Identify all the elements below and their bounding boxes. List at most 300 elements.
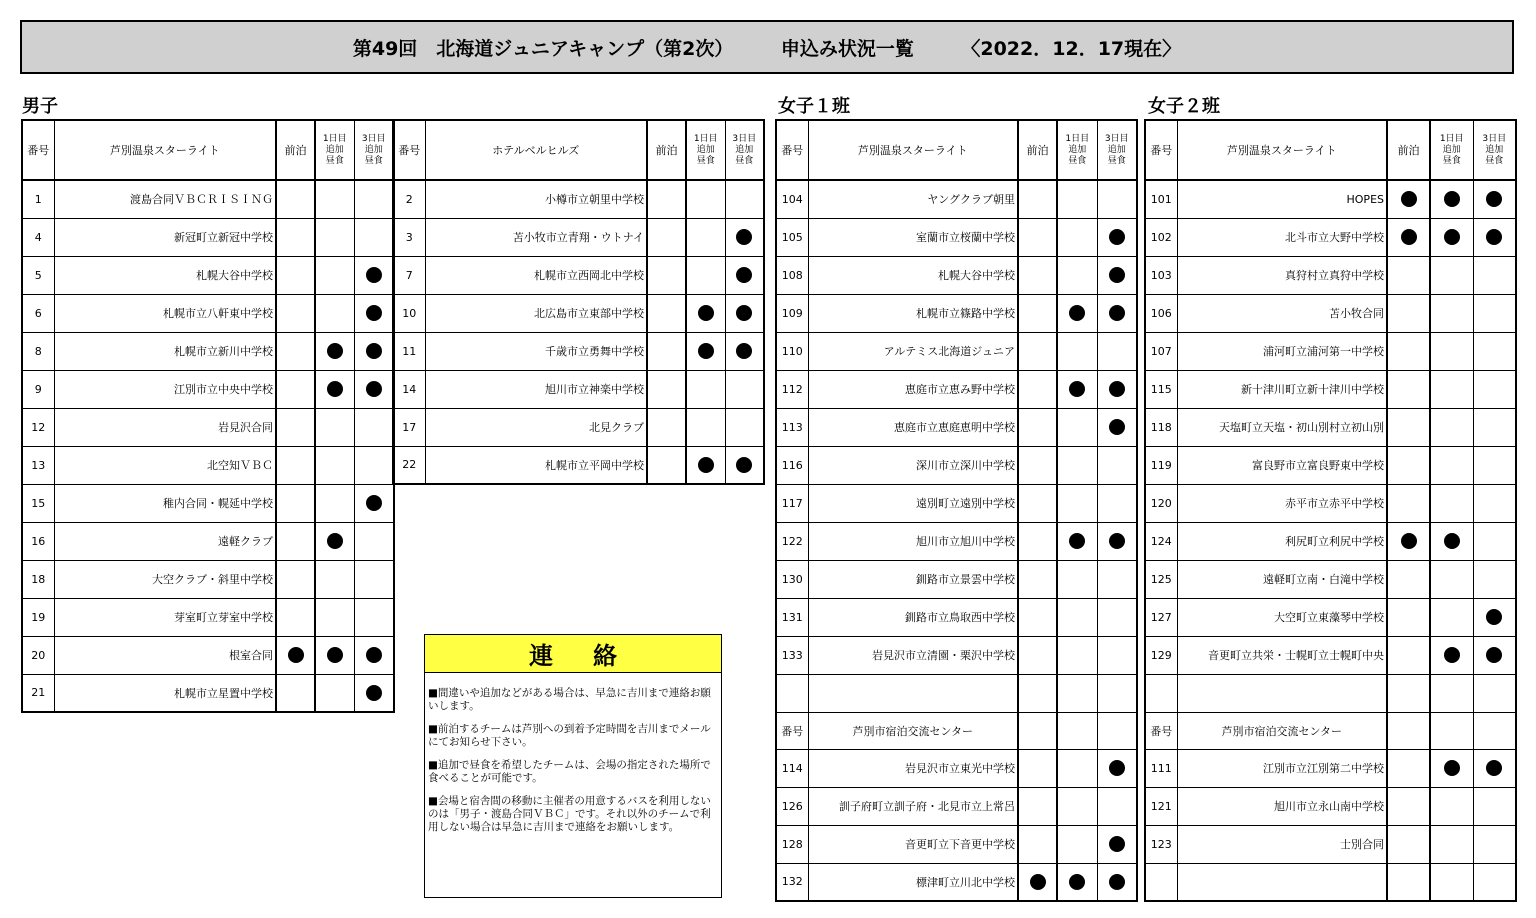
- notice-paragraph: ■前泊するチームは芦別への到着予定時間を吉川までメールにてお知らせ下さい。: [428, 723, 711, 748]
- mark-d3: [1473, 180, 1516, 218]
- team-name: 遠軽町立南・白滝中学校: [1177, 560, 1387, 598]
- team-name: 旭川市立神楽中学校: [425, 370, 647, 408]
- mark-d3: [725, 218, 764, 256]
- mark-d1: [315, 484, 354, 522]
- header-day1-lunch: 1日目 追加 昼食: [1430, 120, 1473, 180]
- row-number: 20: [22, 636, 54, 674]
- mark-d3: [1473, 674, 1516, 712]
- mark-d3: [725, 446, 764, 484]
- team-name: 根室合同: [54, 636, 276, 674]
- table-row: [22, 446, 394, 484]
- mark-pre: [1387, 598, 1430, 636]
- table-row: [22, 522, 394, 560]
- mark-pre: [1018, 256, 1057, 294]
- mark-d1: [686, 446, 725, 484]
- header-pre-stay: 前泊: [647, 120, 686, 180]
- table-row: [776, 560, 1137, 598]
- team-name: 札幌市立星置中学校: [54, 674, 276, 712]
- mark-pre: [1018, 180, 1057, 218]
- mark-d1: [1057, 598, 1097, 636]
- team-name: 苫小牧市立青翔・ウトナイ: [425, 218, 647, 256]
- mark-d1: [1057, 522, 1097, 560]
- filled-circle-mark: [1401, 533, 1417, 549]
- row-number: 3: [393, 218, 425, 256]
- header-pre-stay: 前泊: [1387, 120, 1430, 180]
- row-number: 116: [776, 446, 808, 484]
- filled-circle-mark: [1486, 191, 1502, 207]
- team-name: 北斗市立大野中学校: [1177, 218, 1387, 256]
- notice-paragraph: ■追加で昼食を希望したチームは、会場の指定された場所で食べることが可能です。: [428, 759, 711, 784]
- row-number: 103: [1145, 256, 1177, 294]
- mark-d3: [354, 674, 394, 712]
- table-header-row: [776, 120, 1137, 180]
- filled-circle-mark: [366, 343, 382, 359]
- filled-circle-mark: [1069, 874, 1085, 890]
- mark-pre: [1018, 332, 1057, 370]
- team-name: 釧路市立鳥取西中学校: [808, 598, 1018, 636]
- mark-d3: [1473, 294, 1516, 332]
- mark-pre: [1387, 180, 1430, 218]
- mark-pre: [647, 408, 686, 446]
- row-number: 16: [22, 522, 54, 560]
- filled-circle-mark: [1030, 874, 1046, 890]
- table-row: [22, 180, 394, 218]
- mark-d1: [1057, 749, 1097, 787]
- filled-circle-mark: [1109, 229, 1125, 245]
- header-venue: 芦別温泉スターライト: [1177, 120, 1387, 180]
- row-number: 9: [22, 370, 54, 408]
- team-name: 富良野市立富良野東中学校: [1177, 446, 1387, 484]
- row-number: 4: [22, 218, 54, 256]
- page-title-banner: 第49回 北海道ジュニアキャンプ（第2次） 申込み状況一覧 〈2022．12．17現在〉: [20, 20, 1514, 74]
- team-name: 苫小牧合同: [1177, 294, 1387, 332]
- mark-d1: [1430, 674, 1473, 712]
- table-row: [393, 408, 764, 446]
- table-row: [22, 598, 394, 636]
- filled-circle-mark: [327, 343, 343, 359]
- header-number: 番号: [776, 712, 808, 749]
- team-name: 岩見沢市立清園・栗沢中学校: [808, 636, 1018, 674]
- mark-d1: [315, 522, 354, 560]
- table-row: [22, 674, 394, 712]
- team-name: ヤングクラブ朝里: [808, 180, 1018, 218]
- mark-d3: [1097, 446, 1137, 484]
- team-name: [1177, 863, 1387, 901]
- header-day3-lunch: [1097, 712, 1137, 749]
- mark-d3: [1473, 598, 1516, 636]
- mark-d3: [1097, 522, 1137, 560]
- mark-d3: [354, 256, 394, 294]
- team-name: 北見クラブ: [425, 408, 647, 446]
- team-name: 天塩町立天塩・初山別村立初山別: [1177, 408, 1387, 446]
- team-name: 渡島合同ＶＢＣＲＩＳＩＮＧ: [54, 180, 276, 218]
- mark-pre: [1018, 218, 1057, 256]
- mark-d1: [1430, 560, 1473, 598]
- mark-d3: [725, 332, 764, 370]
- mark-pre: [1387, 446, 1430, 484]
- mark-d3: [725, 294, 764, 332]
- table-row: [776, 218, 1137, 256]
- team-name: 札幌市立新川中学校: [54, 332, 276, 370]
- mark-d1: [315, 180, 354, 218]
- header-number: 番号: [393, 120, 425, 180]
- table-row: [1145, 484, 1516, 522]
- filled-circle-mark: [366, 267, 382, 283]
- row-number: 127: [1145, 598, 1177, 636]
- mark-d1: [315, 446, 354, 484]
- mark-d3: [1097, 332, 1137, 370]
- table-row: [1145, 674, 1516, 712]
- mark-d1: [315, 294, 354, 332]
- row-number: [776, 674, 808, 712]
- filled-circle-mark: [288, 647, 304, 663]
- team-name: 訓子府町立訓子府・北見市立上常呂: [808, 787, 1018, 825]
- filled-circle-mark: [1109, 533, 1125, 549]
- team-name: 新冠町立新冠中学校: [54, 218, 276, 256]
- mark-d3: [354, 218, 394, 256]
- mark-d1: [315, 408, 354, 446]
- mark-d1: [1430, 749, 1473, 787]
- row-number: 108: [776, 256, 808, 294]
- table-header-row: [393, 120, 764, 180]
- team-name: 北空知ＶＢＣ: [54, 446, 276, 484]
- mark-d1: [1430, 484, 1473, 522]
- table-row: [776, 484, 1137, 522]
- team-name: 音更町立共栄・士幌町立士幌町中央: [1177, 636, 1387, 674]
- girls1-table: [775, 119, 1138, 902]
- mark-d1: [686, 370, 725, 408]
- table-row: [393, 256, 764, 294]
- mark-d1: [1430, 522, 1473, 560]
- filled-circle-mark: [1444, 229, 1460, 245]
- mark-pre: [276, 484, 315, 522]
- mark-d1: [315, 674, 354, 712]
- table-row: [1145, 636, 1516, 674]
- team-name: 千歳市立勇舞中学校: [425, 332, 647, 370]
- row-number: 7: [393, 256, 425, 294]
- mark-d1: [1057, 408, 1097, 446]
- row-number: 123: [1145, 825, 1177, 863]
- mark-pre: [1387, 332, 1430, 370]
- mark-pre: [276, 218, 315, 256]
- mark-d3: [725, 256, 764, 294]
- header-pre-stay: 前泊: [1018, 120, 1057, 180]
- row-number: 2: [393, 180, 425, 218]
- mark-d3: [354, 560, 394, 598]
- mark-d1: [1057, 446, 1097, 484]
- row-number: 126: [776, 787, 808, 825]
- row-number: 12: [22, 408, 54, 446]
- mark-d1: [1430, 218, 1473, 256]
- mark-d3: [1473, 787, 1516, 825]
- team-name: 札幌市立八軒東中学校: [54, 294, 276, 332]
- girls2-table: [1144, 119, 1517, 902]
- mark-d3: [1473, 408, 1516, 446]
- filled-circle-mark: [1109, 305, 1125, 321]
- table-row: [776, 522, 1137, 560]
- notice-paragraph: ■会場と宿舎間の移動に主催者の用意するバスを利用しないのは「男子・渡島合同ＶＢＣ」です。それ以外のチームで利用しない場合は早急に吉川まで連絡をお願いします。: [428, 795, 711, 833]
- row-number: 15: [22, 484, 54, 522]
- table-row: [393, 218, 764, 256]
- row-number: 133: [776, 636, 808, 674]
- mark-pre: [647, 180, 686, 218]
- table-header-row: [22, 120, 394, 180]
- mark-d1: [1430, 408, 1473, 446]
- filled-circle-mark: [698, 305, 714, 321]
- header-day3-lunch: 3日目 追加 昼食: [354, 120, 394, 180]
- mark-pre: [1018, 408, 1057, 446]
- mark-pre: [276, 256, 315, 294]
- filled-circle-mark: [698, 457, 714, 473]
- section-label-girls1: 女子１班: [778, 96, 850, 117]
- header-day3-lunch: 3日目 追加 昼食: [725, 120, 764, 180]
- table-row: [1145, 446, 1516, 484]
- mark-d3: [1473, 256, 1516, 294]
- table-row: [393, 294, 764, 332]
- mark-d1: [1057, 825, 1097, 863]
- team-name: HOPES: [1177, 180, 1387, 218]
- notice-body: [425, 673, 721, 834]
- row-number: 8: [22, 332, 54, 370]
- team-name: 恵庭市立恵庭恵明中学校: [808, 408, 1018, 446]
- boys-table-starlight: [21, 119, 395, 713]
- mark-d3: [1473, 749, 1516, 787]
- filled-circle-mark: [1444, 191, 1460, 207]
- mark-d1: [1430, 370, 1473, 408]
- row-number: 101: [1145, 180, 1177, 218]
- mark-pre: [1018, 787, 1057, 825]
- team-name: 稚内合同・幌延中学校: [54, 484, 276, 522]
- notice-box: [424, 634, 722, 898]
- header-day3-lunch: 3日目 追加 昼食: [1473, 120, 1516, 180]
- row-number: 114: [776, 749, 808, 787]
- table-row: [776, 180, 1137, 218]
- header-day1-lunch: [1057, 712, 1097, 749]
- mark-d1: [315, 332, 354, 370]
- filled-circle-mark: [1444, 533, 1460, 549]
- table-row: [1145, 332, 1516, 370]
- row-number: 130: [776, 560, 808, 598]
- mark-d1: [315, 218, 354, 256]
- table-row: [1145, 256, 1516, 294]
- table-row: [22, 218, 394, 256]
- mark-d1: [1057, 218, 1097, 256]
- mark-d3: [1097, 863, 1137, 901]
- filled-circle-mark: [1069, 381, 1085, 397]
- row-number: 111: [1145, 749, 1177, 787]
- table-row: [1145, 370, 1516, 408]
- mark-d3: [1473, 522, 1516, 560]
- header-day1-lunch: 1日目 追加 昼食: [1057, 120, 1097, 180]
- team-name: 遠別町立遠別中学校: [808, 484, 1018, 522]
- row-number: 17: [393, 408, 425, 446]
- filled-circle-mark: [327, 533, 343, 549]
- row-number: 132: [776, 863, 808, 901]
- team-name: 室蘭市立桜蘭中学校: [808, 218, 1018, 256]
- row-number: 18: [22, 560, 54, 598]
- mark-d3: [1097, 218, 1137, 256]
- table-row: [22, 560, 394, 598]
- mark-d3: [1097, 484, 1137, 522]
- mark-pre: [1387, 636, 1430, 674]
- row-number: 112: [776, 370, 808, 408]
- filled-circle-mark: [1109, 836, 1125, 852]
- row-number: 109: [776, 294, 808, 332]
- mark-d3: [354, 180, 394, 218]
- table-row: [1145, 598, 1516, 636]
- table-row: [22, 256, 394, 294]
- mark-pre: [276, 408, 315, 446]
- mark-pre: [1387, 749, 1430, 787]
- mark-d1: [1057, 180, 1097, 218]
- mark-d3: [354, 294, 394, 332]
- mark-d1: [1430, 294, 1473, 332]
- mark-d3: [354, 598, 394, 636]
- mark-d1: [1057, 674, 1097, 712]
- filled-circle-mark: [1069, 305, 1085, 321]
- mark-d1: [686, 180, 725, 218]
- mark-d3: [1097, 370, 1137, 408]
- header-day1-lunch: 1日目 追加 昼食: [686, 120, 725, 180]
- mark-d3: [1473, 332, 1516, 370]
- mark-pre: [276, 446, 315, 484]
- header-pre-stay: [1387, 712, 1430, 749]
- mark-d1: [1057, 294, 1097, 332]
- mark-d3: [354, 408, 394, 446]
- mark-pre: [276, 294, 315, 332]
- team-name: [1177, 674, 1387, 712]
- mark-pre: [1387, 825, 1430, 863]
- mark-pre: [276, 560, 315, 598]
- team-name: 芽室町立芽室中学校: [54, 598, 276, 636]
- team-name: 新十津川町立新十津川中学校: [1177, 370, 1387, 408]
- mark-d1: [1430, 180, 1473, 218]
- filled-circle-mark: [366, 647, 382, 663]
- mark-pre: [1387, 484, 1430, 522]
- row-number: [1145, 674, 1177, 712]
- row-number: 104: [776, 180, 808, 218]
- table-row: [776, 598, 1137, 636]
- filled-circle-mark: [1109, 381, 1125, 397]
- mark-pre: [276, 370, 315, 408]
- mark-d3: [1473, 863, 1516, 901]
- mark-d1: [686, 294, 725, 332]
- team-name: 釧路市立景雲中学校: [808, 560, 1018, 598]
- table-row: [1145, 408, 1516, 446]
- team-name: 小樽市立朝里中学校: [425, 180, 647, 218]
- filled-circle-mark: [1109, 419, 1125, 435]
- mark-d3: [725, 370, 764, 408]
- mark-d3: [1097, 560, 1137, 598]
- header-day1-lunch: [1430, 712, 1473, 749]
- mark-d1: [686, 408, 725, 446]
- header-venue: 芦別温泉スターライト: [54, 120, 276, 180]
- table-row: [776, 370, 1137, 408]
- mark-d3: [354, 446, 394, 484]
- table-row: [776, 863, 1137, 901]
- row-number: 19: [22, 598, 54, 636]
- header-venue: ホテルベルヒルズ: [425, 120, 647, 180]
- mark-d3: [725, 408, 764, 446]
- filled-circle-mark: [1486, 229, 1502, 245]
- filled-circle-mark: [366, 495, 382, 511]
- mark-pre: [1018, 446, 1057, 484]
- filled-circle-mark: [1486, 609, 1502, 625]
- boys-table-bellhills: [392, 119, 765, 485]
- table-row: [1145, 218, 1516, 256]
- row-number: 110: [776, 332, 808, 370]
- mark-d3: [1097, 674, 1137, 712]
- team-name: 札幌市立平岡中学校: [425, 446, 647, 484]
- filled-circle-mark: [736, 305, 752, 321]
- mark-d3: [354, 522, 394, 560]
- table-row: [1145, 863, 1516, 901]
- filled-circle-mark: [1444, 647, 1460, 663]
- team-name: 札幌大谷中学校: [54, 256, 276, 294]
- team-name: 岩見沢市立東光中学校: [808, 749, 1018, 787]
- mark-pre: [276, 598, 315, 636]
- table-row: [776, 787, 1137, 825]
- row-number: 1: [22, 180, 54, 218]
- mark-d1: [1430, 332, 1473, 370]
- team-name: 江別市立中央中学校: [54, 370, 276, 408]
- row-number: 119: [1145, 446, 1177, 484]
- mark-d3: [1097, 636, 1137, 674]
- filled-circle-mark: [736, 229, 752, 245]
- mark-pre: [1018, 370, 1057, 408]
- mark-pre: [1387, 218, 1430, 256]
- filled-circle-mark: [698, 343, 714, 359]
- mark-d3: [725, 180, 764, 218]
- table-row: [393, 332, 764, 370]
- mark-d3: [1097, 749, 1137, 787]
- table-row: [393, 446, 764, 484]
- mark-pre: [1018, 825, 1057, 863]
- header-venue: 芦別市宿泊交流センター: [1177, 712, 1387, 749]
- filled-circle-mark: [1109, 874, 1125, 890]
- section-label-girls2: 女子２班: [1148, 96, 1220, 117]
- filled-circle-mark: [736, 267, 752, 283]
- mark-pre: [1018, 294, 1057, 332]
- mark-pre: [1387, 674, 1430, 712]
- mark-d1: [315, 598, 354, 636]
- team-name: 江別市立江別第二中学校: [1177, 749, 1387, 787]
- mark-pre: [1018, 674, 1057, 712]
- table-row: [1145, 825, 1516, 863]
- table-row: [776, 332, 1137, 370]
- team-name: 深川市立深川中学校: [808, 446, 1018, 484]
- table-row: [776, 674, 1137, 712]
- team-name: 旭川市立永山南中学校: [1177, 787, 1387, 825]
- mark-d3: [1473, 825, 1516, 863]
- mark-pre: [1387, 370, 1430, 408]
- mark-pre: [1387, 294, 1430, 332]
- filled-circle-mark: [1486, 647, 1502, 663]
- mark-pre: [647, 256, 686, 294]
- row-number: 22: [393, 446, 425, 484]
- row-number: 128: [776, 825, 808, 863]
- mark-d3: [1473, 560, 1516, 598]
- mark-d3: [354, 484, 394, 522]
- team-name: 標津町立川北中学校: [808, 863, 1018, 901]
- mark-pre: [1387, 787, 1430, 825]
- table-subheader-row: [776, 712, 1137, 749]
- table-row: [1145, 787, 1516, 825]
- mark-pre: [1018, 598, 1057, 636]
- row-number: 131: [776, 598, 808, 636]
- row-number: 105: [776, 218, 808, 256]
- mark-d1: [1430, 598, 1473, 636]
